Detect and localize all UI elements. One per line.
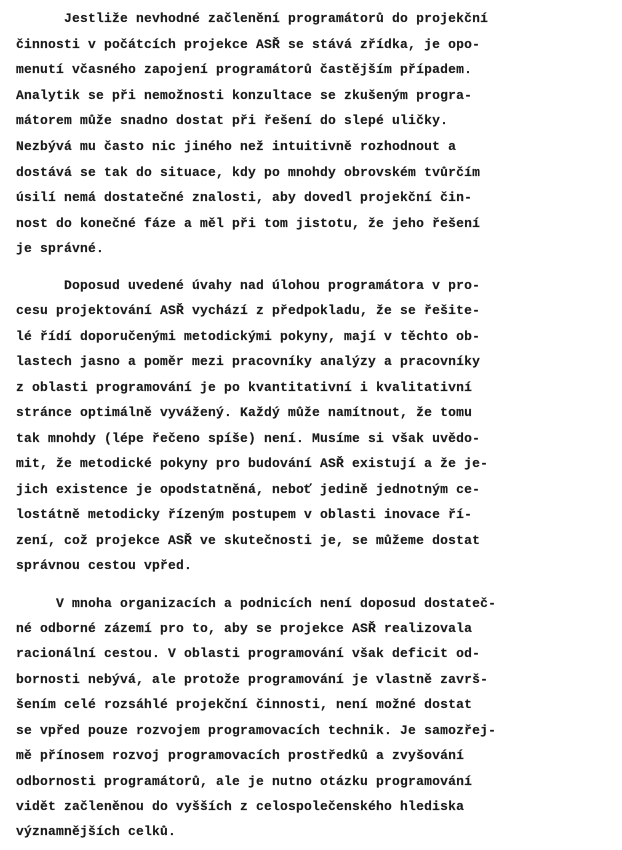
paragraph-3-line-10: významnějších celků. bbox=[16, 824, 177, 839]
paragraph-3-line-5: šením celé rozsáhlé projekční činnosti, není možné dostat bbox=[16, 697, 473, 712]
paragraph-2-line-10: lostátně metodicky řízeným postupem v oblasti inovace ří- bbox=[16, 507, 473, 522]
paragraph-3-line-6: se vpřed pouze rozvojem programovacích technik. Je samozřej- bbox=[16, 723, 497, 738]
paragraph-2-line-2: cesu projektování ASŘ vychází z předpokladu, že se řešite- bbox=[16, 303, 481, 318]
paragraph-2-line-1: Doposud uvedené úvahy nad úlohou programátora v pro- bbox=[16, 278, 481, 293]
paragraph-3-line-2: né odborné zázemí pro to, aby se projekce ASŘ realizovala bbox=[16, 621, 473, 636]
paragraph-2-line-5: z oblasti programování je po kvantitativní i kvalitativní bbox=[16, 380, 473, 395]
paragraph-2-line-4: lastech jasno a poměr mezi pracovníky analýzy a pracovníky bbox=[16, 354, 481, 369]
paragraph-1-line-6: Nezbývá mu často nic jiného než intuitivně rozhodnout a bbox=[16, 139, 457, 154]
paragraph-3-line-3: racionální cestou. V oblasti programování však deficit od- bbox=[16, 646, 481, 661]
paragraph-2-line-3: lé řídí doporučenými metodickými pokyny, mají v těchto ob- bbox=[16, 329, 481, 344]
paragraph-1-line-8: úsilí nemá dostatečné znalosti, aby dovedl projekční čin- bbox=[16, 190, 473, 205]
paragraph-2-line-8: mit, že metodické pokyny pro budování ASŘ existují a že je- bbox=[16, 456, 489, 471]
paragraph-2-line-12: správnou cestou vpřed. bbox=[16, 558, 193, 573]
paragraph-1-line-10: je správné. bbox=[16, 241, 105, 256]
paragraph-2-line-9: jich existence je opodstatněná, neboť jedině jednotným ce- bbox=[16, 482, 481, 497]
paragraph-3-line-8: odbornosti programátorů, ale je nutno otázku programování bbox=[16, 774, 473, 789]
paragraph-2-line-11: zení, což projekce ASŘ ve skutečnosti je, se můžeme dostat bbox=[16, 533, 481, 548]
paragraph-1-line-2: činnosti v počátcích projekce ASŘ se stává zřídka, je opo- bbox=[16, 37, 481, 52]
paragraph-2-line-7: tak mnohdy (lépe řečeno spíše) není. Musíme si však uvědo- bbox=[16, 431, 481, 446]
paragraph-1-line-4: Analytik se při nemožnosti konzultace se zkušeným progra- bbox=[16, 88, 473, 103]
paragraph-3-line-9: vidět začleněnou do vyšších z celospolečenského hlediska bbox=[16, 799, 465, 814]
paragraph-1-line-3: menutí včasného zapojení programátorů častějším případem. bbox=[16, 62, 473, 77]
paragraph-3-line-1: V mnoha organizacích a podnicích není doposud dostateč- bbox=[16, 596, 497, 611]
paragraph-2-line-6: stránce optimálně vyvážený. Každý může namítnout, že tomu bbox=[16, 405, 473, 420]
paragraph-1-line-5: mátorem může snadno dostat při řešení do slepé uličky. bbox=[16, 113, 449, 128]
paragraph-1-line-7: dostává se tak do situace, kdy po mnohdy obrovském tvůrčím bbox=[16, 165, 481, 180]
paragraph-3-line-4: bornosti nebývá, ale protože programování je vlastně završ- bbox=[16, 672, 489, 687]
paragraph-1-line-1: Jestliže nevhodné začlenění programátorů do projekční bbox=[16, 11, 489, 26]
paragraph-1-line-9: nost do konečné fáze a měl při tom jistotu, že jeho řešení bbox=[16, 216, 481, 231]
paragraph-3-line-7: mě přínosem rozvoj programovacích prostředků a zvyšování bbox=[16, 748, 465, 763]
